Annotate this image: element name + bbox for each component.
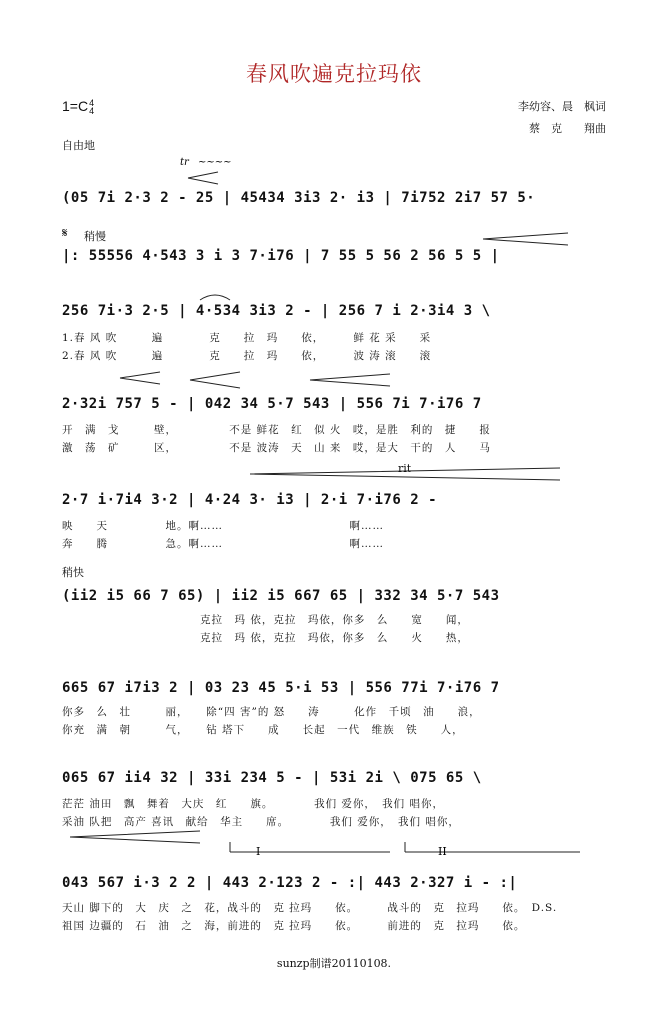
staff-3-notes: 256 7i·3 2·5 | 4·534 3i3 2 - | 256 7 i 2·3i4 3 \ bbox=[62, 303, 491, 319]
key-signature bbox=[62, 98, 94, 115]
rit-mark: rit bbox=[398, 462, 412, 475]
svg-text:tr: tr bbox=[180, 157, 189, 168]
tempo-fast: 稍快 bbox=[62, 566, 84, 579]
staff-6-lyric-2: 克拉 玛 依，克拉 玛依，你多 么 火 热， bbox=[62, 632, 469, 644]
staff-4-lyric-1: 开 满 戈 壁， 不是 鲜花 红 似 火 哎，是胜 利的 捷 报 bbox=[62, 424, 491, 436]
song-title: 春风吹遍克拉玛依 bbox=[246, 62, 422, 86]
tempo-slow: 稍慢 bbox=[84, 230, 106, 243]
transcriber-footer: sunzp制谱20110108. bbox=[276, 957, 392, 970]
lyricist-credit: 李幼容、晨 枫词 bbox=[518, 100, 606, 113]
staff-3-lyric-1: 1.春 风 吹 遍 克 拉 玛 依， 鲜 花 采 采 bbox=[62, 332, 432, 344]
staff-7-lyric-1: 你多 么 壮 丽， 除“四 害”的 怒 涛 化作 千顷 油 浪， bbox=[62, 706, 481, 718]
svg-text:~~~~: ~~~~ bbox=[198, 157, 232, 168]
staff-9-notes: 043 567 i·3 2 2 | 443 2·123 2 - :| 443 2·327 i - :| bbox=[62, 875, 518, 891]
staff-2-notes: |: 55556 4·543 3 i 3 7·i76 | 7 55 5 56 2 56 5 5 | bbox=[62, 248, 500, 264]
staff-5-lyric-1: 映 天 地。啊…… 啊…… bbox=[62, 520, 384, 532]
staff-8-lyric-2: 采油 队把 高产 喜讯 献给 华主 席。 我们 爱你， 我们 唱你， bbox=[62, 816, 460, 828]
tempo-intro: 自由地 bbox=[62, 139, 95, 152]
staff-7-notes: 665 67 i7i3 2 | 03 23 45 5·i 53 | 556 77i 7·i76 7 bbox=[62, 680, 500, 696]
staff-6-notes: (ii2 i5 66 7 65) | ii2 i5 667 65 | 332 34 5·7 543 bbox=[62, 588, 500, 604]
key-label: 1=C bbox=[62, 98, 89, 114]
segno-icon: 𝄋 bbox=[62, 226, 68, 241]
staff-8-lyric-1: 茫茫 油田 飘 舞着 大庆 红 旗。 我们 爱你， 我们 唱你， bbox=[62, 798, 445, 810]
svg-text:II: II bbox=[438, 845, 447, 858]
staff-8-notes: 065 67 ii4 32 | 33i 234 5 - | 53i 2i \ 075 65 \ bbox=[62, 770, 482, 786]
staff-5-lyric-2: 奔 腾 急。啊…… 啊…… bbox=[62, 538, 384, 550]
staff-5-notes: 2·7 i·7i4 3·2 | 4·24 3· i3 | 2·i 7·i76 2 - bbox=[62, 492, 438, 508]
staff-6-lyric-1: 克拉 玛 依，克拉 玛依，你多 么 宽 闻， bbox=[62, 614, 469, 626]
staff-3-lyric-2: 2.春 风 吹 遍 克 拉 玛 依， 波 涛 滚 滚 bbox=[62, 350, 432, 362]
staff-7-lyric-2: 你充 满 朝 气， 钻 塔下 成 长起 一代 维族 铁 人， bbox=[62, 724, 464, 736]
staff-4-notes: 2·32i 757 5 - | 042 34 5·7 543 | 556 7i 7·i76 7 bbox=[62, 396, 482, 412]
composer-credit: 蔡 克 翔曲 bbox=[529, 122, 606, 135]
staff-9-lyric-1: 天山 脚下的 大 庆 之 花，战斗的 克 拉玛 依。 战斗的 克 拉玛 依。 D.S. bbox=[62, 902, 558, 914]
staff-9-lyric-2: 祖国 边疆的 石 油 之 海，前进的 克 拉玛 依。 前进的 克 拉玛 依。 bbox=[62, 920, 526, 932]
staff-4-lyric-2: 激 荡 矿 区， 不是 波涛 天 山 来 哎，是大 干的 人 马 bbox=[62, 442, 491, 454]
time-signature: 4 4 bbox=[89, 98, 95, 117]
svg-text:I: I bbox=[256, 845, 261, 858]
staff-1-notes: (05 7i 2·3 2 - 25 | 45434 3i3 2· i3 | 7i752 2i7 57 5· bbox=[62, 190, 536, 206]
